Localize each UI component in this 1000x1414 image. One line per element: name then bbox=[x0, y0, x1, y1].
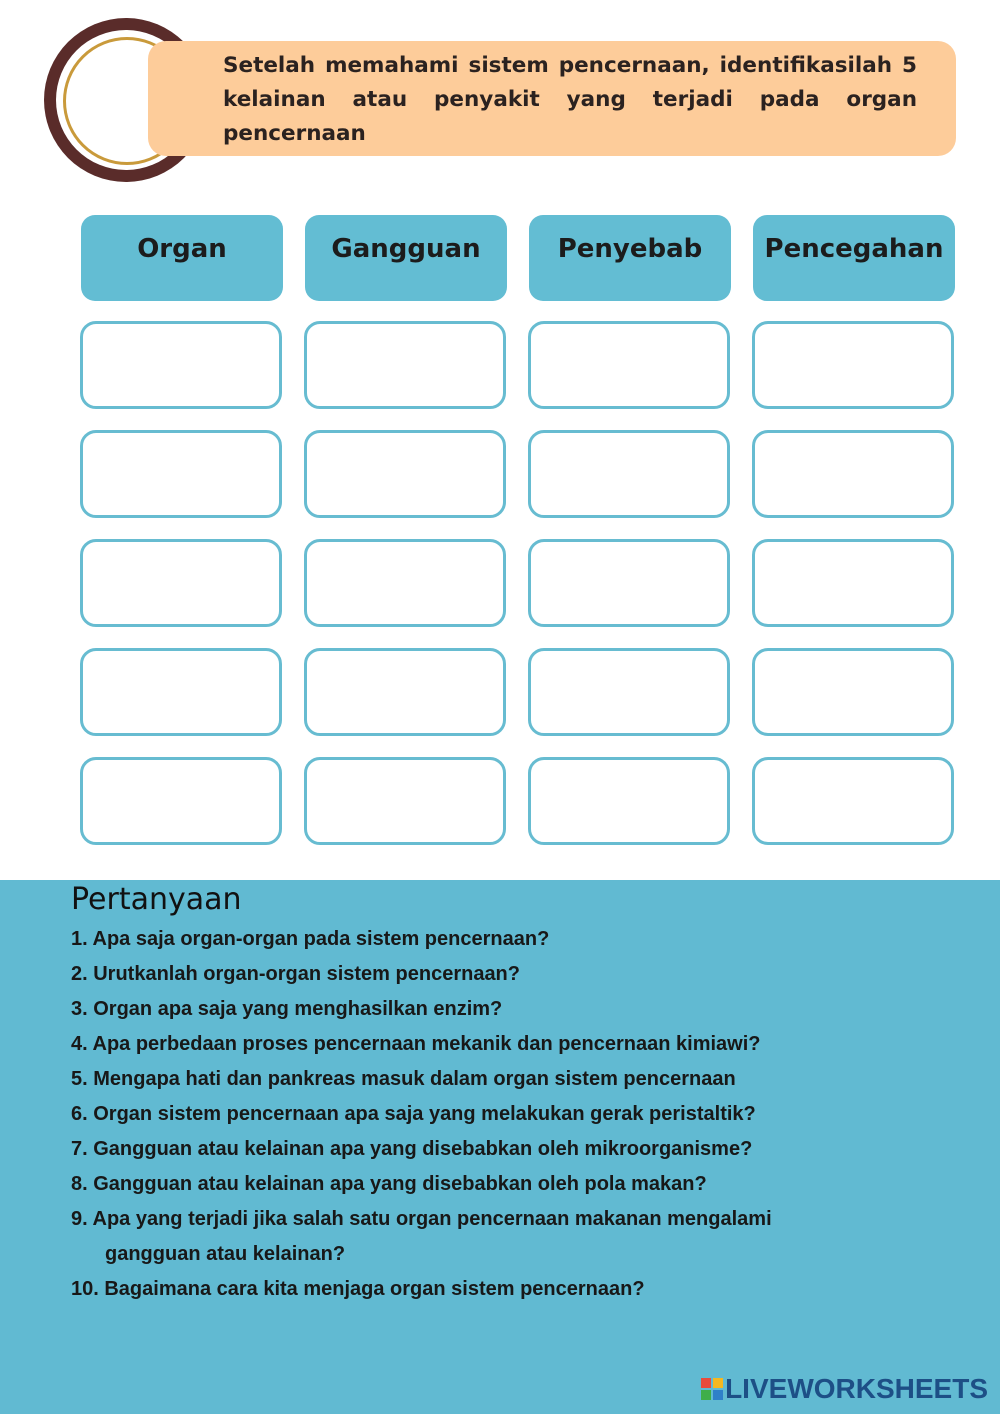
header-gangguan: Gangguan bbox=[305, 215, 507, 301]
question-5: 5. Mengapa hati dan pankreas masuk dalam organ sistem pencernaan bbox=[71, 1068, 736, 1090]
question-1: 1. Apa saja organ-organ pada sistem pencernaan? bbox=[71, 928, 550, 950]
question-3: 3. Organ apa saja yang menghasilkan enzim? bbox=[71, 998, 503, 1020]
answer-cell-gangguan-4[interactable] bbox=[304, 648, 506, 736]
answer-cell-gangguan-2[interactable] bbox=[304, 430, 506, 518]
question-9-line-2: gangguan atau kelainan? bbox=[105, 1243, 346, 1265]
liveworksheets-brand-text: LIVEWORKSHEETS bbox=[725, 1373, 988, 1404]
answer-cell-organ-3[interactable] bbox=[80, 539, 282, 627]
answer-cell-penyebab-1[interactable] bbox=[528, 321, 730, 409]
answer-cell-pencegahan-3[interactable] bbox=[752, 539, 954, 627]
header-penyebab: Penyebab bbox=[529, 215, 731, 301]
question-10: 10. Bagaimana cara kita menjaga organ sistem pencernaan? bbox=[71, 1278, 645, 1300]
answer-cell-pencegahan-5[interactable] bbox=[752, 757, 954, 845]
questions-list bbox=[71, 922, 951, 1307]
answer-cell-penyebab-4[interactable] bbox=[528, 648, 730, 736]
answer-cell-penyebab-3[interactable] bbox=[528, 539, 730, 627]
question-8: 8. Gangguan atau kelainan apa yang disebabkan oleh pola makan? bbox=[71, 1173, 707, 1195]
answer-cell-gangguan-1[interactable] bbox=[304, 321, 506, 409]
answer-cell-penyebab-2[interactable] bbox=[528, 430, 730, 518]
answer-cell-organ-5[interactable] bbox=[80, 757, 282, 845]
answer-cell-pencegahan-2[interactable] bbox=[752, 430, 954, 518]
question-4: 4. Apa perbedaan proses pencernaan mekanik dan pencernaan kimiawi? bbox=[71, 1033, 761, 1055]
answer-cell-pencegahan-1[interactable] bbox=[752, 321, 954, 409]
liveworksheets-brand[interactable] bbox=[701, 1372, 988, 1406]
answer-cell-organ-2[interactable] bbox=[80, 430, 282, 518]
question-9-line-1: 9. Apa yang terjadi jika salah satu organ pencernaan makanan mengalami bbox=[71, 1208, 772, 1230]
answer-cell-penyebab-5[interactable] bbox=[528, 757, 730, 845]
liveworksheets-logo-icon bbox=[701, 1378, 723, 1400]
answer-cell-organ-1[interactable] bbox=[80, 321, 282, 409]
header-pencegahan: Pencegahan bbox=[753, 215, 955, 301]
header-organ: Organ bbox=[81, 215, 283, 301]
question-6: 6. Organ sistem pencernaan apa saja yang melakukan gerak peristaltik? bbox=[71, 1103, 756, 1125]
question-7: 7. Gangguan atau kelainan apa yang disebabkan oleh mikroorganisme? bbox=[71, 1138, 753, 1160]
question-2: 2. Urutkanlah organ-organ sistem pencernaan? bbox=[71, 963, 520, 985]
instruction-text: Setelah memahami sistem pencernaan, identifikasilah 5 kelainan atau penyakit yang terjadi pada organ pencernaan bbox=[223, 53, 917, 146]
question-9 bbox=[71, 1202, 951, 1272]
answer-cell-gangguan-3[interactable] bbox=[304, 539, 506, 627]
answer-cell-gangguan-5[interactable] bbox=[304, 757, 506, 845]
answer-cell-pencegahan-4[interactable] bbox=[752, 648, 954, 736]
answer-cell-organ-4[interactable] bbox=[80, 648, 282, 736]
questions-title: Pertanyaan bbox=[71, 882, 242, 917]
